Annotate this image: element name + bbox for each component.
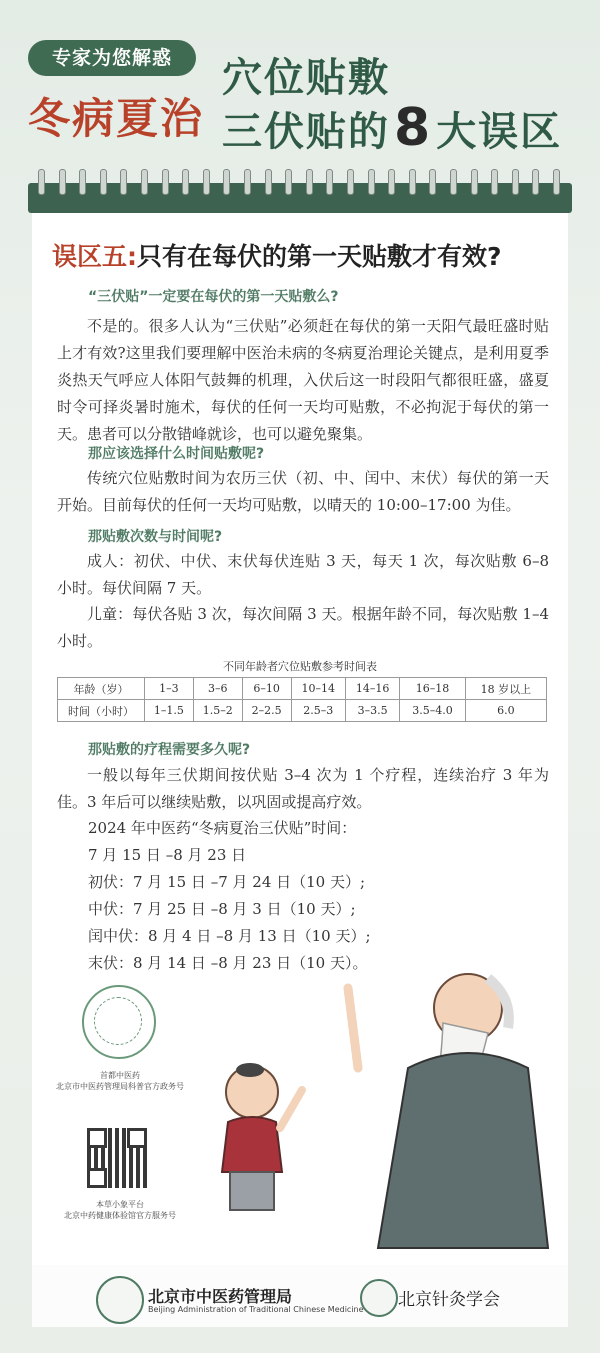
table-cell: 1–1.5 — [145, 700, 194, 722]
binding-ring — [306, 169, 313, 195]
time-table — [57, 677, 547, 722]
binding-ring — [182, 169, 189, 195]
binding-ring — [491, 169, 498, 195]
binding-ring — [471, 169, 478, 195]
qr-caption-line2: 北京中药健康体验馆官方服务号 — [64, 1211, 176, 1220]
capital-tcm-seal-icon — [82, 985, 156, 1059]
table-cell: 3–3.5 — [345, 700, 399, 722]
table-cell: 6–10 — [242, 678, 291, 700]
question-2: 那应该选择什么时间贴敷呢? — [88, 446, 265, 462]
binding-ring — [38, 169, 45, 195]
table-cell: 16–18 — [400, 678, 465, 700]
binding-ring — [141, 169, 148, 195]
schedule-line: 闰中伏：8 月 4 日 –8 月 13 日（10 天）; — [88, 927, 371, 945]
answer-2: 传统穴位贴敷时间为农历三伏（初、中、闰中、末伏）每伏的第一天开始。目前每伏的任何一天均可贴敷，以晴天的 10:00–17:00 为佳。 — [57, 469, 549, 514]
answer-3-child: 儿童：每伏各贴 3 次，每次间隔 3 天。根据年龄不同，每次贴敷 1–4 小时。 — [57, 605, 549, 650]
binding-ring — [429, 169, 436, 195]
binding-ring — [532, 169, 539, 195]
answer-4: 一般以每年三伏期间按伏贴 3–4 次为 1 个疗程，连续治疗 3 年为佳。3 年后可以继续贴敷，以巩固或提高疗效。 — [57, 766, 549, 811]
question-4: 那贴敷的疗程需要多久呢? — [88, 742, 251, 758]
qr-code-icon[interactable] — [87, 1128, 147, 1188]
footer-org2: 北京针灸学会 — [398, 1290, 500, 1310]
title-pre: 三伏贴的 — [222, 109, 390, 155]
table-row-time — [58, 700, 547, 722]
table-cell: 1.5–2 — [193, 700, 242, 722]
question-3: 那贴敷次数与时间呢? — [88, 529, 223, 545]
binding-ring — [512, 169, 519, 195]
binding-ring — [553, 169, 560, 195]
section-label: 误区五: — [52, 242, 137, 271]
title-number: 8 — [394, 98, 433, 158]
schedule-line: 末伏：8 月 14 日 –8 月 23 日（10 天）。 — [88, 954, 368, 972]
binding-ring — [326, 169, 333, 195]
answer-3-adult: 成人：初伏、中伏、末伏每伏连贴 3 天，每天 1 次，每次贴敷 6–8 小时。每伏间隔 7 天。 — [57, 552, 549, 597]
schedule-line: 中伏：7 月 25 日 –8 月 3 日（10 天）; — [88, 900, 356, 918]
seal-caption-line1: 首都中医药 — [100, 1071, 140, 1080]
table-cell: 时间（小时） — [58, 700, 145, 722]
section-title: 只有在每伏的第一天贴敷才有效? — [137, 242, 502, 271]
binding-ring — [409, 169, 416, 195]
header-left-title: 冬病夏治 — [28, 94, 205, 143]
schedule-line: 初伏：7 月 15 日 –7 月 24 日（10 天）; — [88, 873, 366, 891]
table-cell: 6.0 — [465, 700, 546, 722]
binding-ring — [347, 169, 354, 195]
question-1: “三伏贴”一定要在每伏的第一天贴敷么? — [88, 289, 339, 305]
binding-ring — [203, 169, 210, 195]
table-cell: 2.5–3 — [291, 700, 345, 722]
footer-org1-en: Beijing Administration of Traditional Chinese Medicine — [148, 1305, 364, 1314]
schedule-line: 7 月 15 日 –8 月 23 日 — [88, 846, 247, 864]
table-cell: 2–2.5 — [242, 700, 291, 722]
table-cell: 年龄（岁） — [58, 678, 145, 700]
header-title-line1: 穴位贴敷 — [222, 55, 390, 101]
binding-ring — [388, 169, 395, 195]
binding-ring — [244, 169, 251, 195]
table-row-age — [58, 678, 547, 700]
acupuncture-society-logo-icon — [360, 1279, 398, 1317]
binding-ring — [162, 169, 169, 195]
table-cell: 1–3 — [145, 678, 194, 700]
binding-bar — [28, 183, 572, 213]
binding-ring — [79, 169, 86, 195]
table-cell: 3–6 — [193, 678, 242, 700]
seal-caption-line2: 北京市中医药管理局科普官方政务号 — [56, 1082, 184, 1091]
binding-ring — [223, 169, 230, 195]
binding-ring — [120, 169, 127, 195]
header-title-line2 — [222, 98, 562, 158]
binding-ring — [285, 169, 292, 195]
table-cell: 10–14 — [291, 678, 345, 700]
binding-ring — [265, 169, 272, 195]
table-cell: 3.5–4.0 — [400, 700, 465, 722]
qr-caption-line1: 本草小象平台 — [96, 1200, 144, 1209]
qr-caption — [40, 1199, 200, 1221]
seal-caption — [40, 1070, 200, 1092]
binding-ring — [450, 169, 457, 195]
beijing-tcm-bureau-logo-icon — [96, 1276, 144, 1324]
binding-ring — [368, 169, 375, 195]
child-illustration — [210, 1060, 320, 1220]
table-cell: 18 岁以上 — [465, 678, 546, 700]
schedule-line: 2024 年中医药“冬病夏治三伏贴”时间： — [88, 819, 357, 837]
binding-ring — [100, 169, 107, 195]
section-heading — [52, 237, 502, 273]
answer-1: 不是的。很多人认为“三伏贴”必须赶在每伏的第一天阳气最旺盛时贴上才有效?这里我们要理解中医治未病的冬病夏治理论关键点，是利用夏季炎热天气呼应人体阳气鼓舞的机理，入伏后这一时段阳气都很旺盛，盛夏时令可择炎暑时施术，每伏的任何一天均可贴敷，不必拘泥于每伏的第一天。患者可以分散错峰就诊，也可以避免聚集。 — [57, 317, 549, 443]
binding-ring — [59, 169, 66, 195]
header-badge: 专家为您解惑 — [28, 40, 196, 76]
table-cell: 14–16 — [345, 678, 399, 700]
elder-illustration — [338, 958, 568, 1258]
title-post: 大误区 — [436, 109, 563, 155]
footer-org1: 北京市中医药管理局 — [148, 1287, 293, 1306]
table-caption: 不同年龄者穴位贴敷参考时间表 — [223, 660, 377, 673]
